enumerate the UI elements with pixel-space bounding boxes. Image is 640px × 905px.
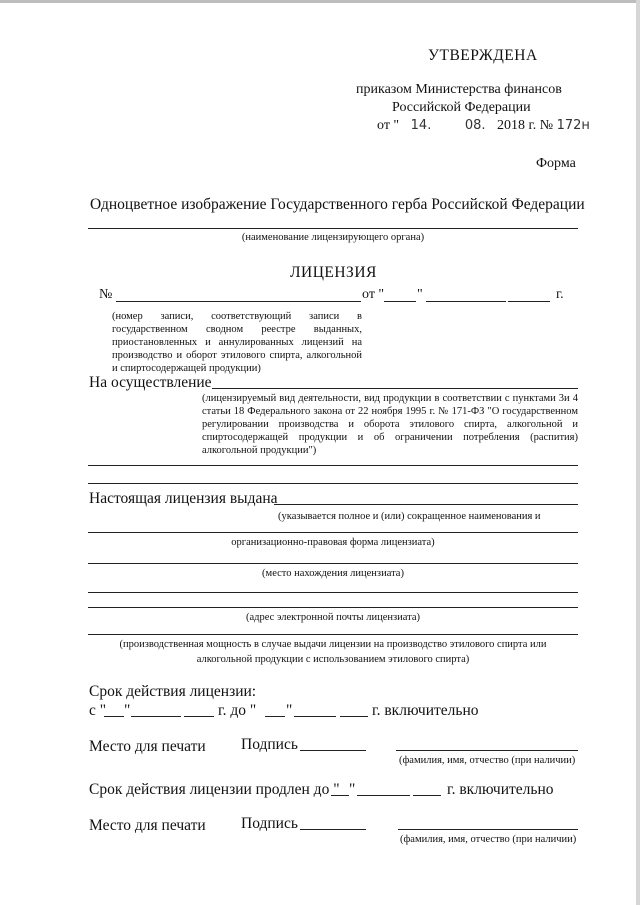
- capacity-caption-2: алкогольной продукции с использованием этилового спирта): [196, 654, 470, 665]
- issued-caption-4: (адрес электронной почты лицензиата): [245, 612, 421, 623]
- validity-inclusive: г. включительно: [372, 702, 479, 719]
- validity-to-text: г. до ": [218, 702, 257, 719]
- emblem-placeholder: Одноцветное изображение Государственного герба Российской Федерации: [90, 196, 585, 213]
- stamp-place-1: Место для печати: [89, 738, 206, 755]
- signature-label-1: Подпись: [241, 736, 298, 753]
- number-sign: №: [99, 287, 113, 302]
- issued-caption-3: (место нахождения лицензиата): [262, 568, 404, 579]
- name-line-1: [396, 750, 578, 751]
- stamp-place-2: Место для печати: [89, 817, 206, 834]
- activity-line: [212, 388, 578, 389]
- validity-from-year-line: [184, 716, 214, 717]
- name-line-2: [398, 829, 578, 830]
- approved-heading: УТВЕРЖДЕНА: [428, 47, 538, 64]
- activity-note: (лицензируемый вид деятельности, вид продукции в соответствии с пунктами 3и 4 статьи 18 Федерального закона от 22 ноября 1995 г. № 171-ФЗ "О государственном регулировании производства и оборота этилового спирта, алкогольной и спиртосодержащей продукции и об ограничении потребления (распития) алкогольной продукции"): [202, 393, 578, 456]
- signature-line-1: [300, 750, 366, 751]
- issued-line: [274, 504, 578, 505]
- name-caption-1: (фамилия, имя, отчество (при наличии): [399, 755, 576, 766]
- address-line-2: [88, 607, 578, 608]
- validity-from-quote: ": [124, 702, 131, 719]
- date-month: 08.: [464, 118, 486, 133]
- number-line: [116, 301, 361, 302]
- issued-caption-2: организационно-правовая форма лицензиата): [231, 537, 435, 548]
- name-caption-2: (фамилия, имя, отчество (при наличии): [400, 834, 577, 845]
- validity-label: Срок действия лицензии:: [89, 683, 257, 700]
- issued-line-2: [88, 532, 578, 533]
- activity-extra-line-2: [88, 483, 578, 484]
- signature-label-2: Подпись: [241, 815, 298, 832]
- form-label: Форма: [536, 156, 576, 171]
- year-suffix: г.: [556, 287, 564, 302]
- validity-from-month-line: [131, 716, 181, 717]
- location-line: [88, 563, 578, 564]
- from-year-line: [508, 301, 550, 302]
- scan-top-edge: [0, 0, 640, 3]
- authority-caption: (наименование лицензирующего органа): [241, 232, 425, 243]
- capacity-caption-1: (производственная мощность в случае выдачи лицензии на производство этилового спирта или: [119, 639, 547, 650]
- validity-to-year-line: [340, 716, 368, 717]
- extended-month-line: [357, 795, 410, 796]
- date-year: 2018 г. №: [497, 118, 554, 133]
- activity-extra-line-1: [88, 465, 578, 466]
- issued-caption-1: (указывается полное и (или) сокращенное наименования и: [278, 511, 541, 522]
- order-date-line: [377, 118, 590, 134]
- issued-label: Настоящая лицензия выдана: [89, 490, 278, 507]
- address-line-1: [88, 592, 578, 593]
- license-title: ЛИЦЕНЗИЯ: [290, 264, 377, 281]
- activity-label: На осуществление: [89, 374, 212, 391]
- scan-right-edge: [636, 0, 640, 905]
- from-label: от ": [362, 287, 385, 302]
- order-line-1: приказом Министерства финансов: [356, 82, 562, 97]
- capacity-line: [88, 634, 578, 635]
- order-line-2: Российской Федерации: [392, 100, 531, 115]
- extended-year-line: [413, 795, 441, 796]
- date-number: 172н: [556, 118, 590, 133]
- validity-from-prefix: с ": [89, 702, 107, 719]
- extended-day-line: [331, 795, 349, 796]
- date-day: 14.: [410, 118, 432, 133]
- validity-to-quote: ": [286, 702, 293, 719]
- extended-quote: ": [349, 781, 356, 798]
- authority-line: [88, 228, 578, 229]
- from-month-line: [426, 301, 506, 302]
- from-day-line: [384, 301, 416, 302]
- validity-to-month-line: [294, 716, 336, 717]
- extended-label: Срок действия лицензии продлен до ": [89, 781, 340, 798]
- validity-from-day-line: [104, 716, 124, 717]
- date-prefix: от ": [377, 118, 400, 133]
- record-note: (номер записи, соответствующий записи в государственном сводном реестре выданных, приостановленных и аннулированных лицензий на производство и оборот этилового спирта, алкогольной и спиртосодержащей продукции): [112, 311, 362, 374]
- signature-line-2: [300, 829, 366, 830]
- extended-inclusive: г. включительно: [447, 781, 554, 798]
- validity-to-day-line: [265, 716, 285, 717]
- from-quote-close: ": [417, 287, 423, 302]
